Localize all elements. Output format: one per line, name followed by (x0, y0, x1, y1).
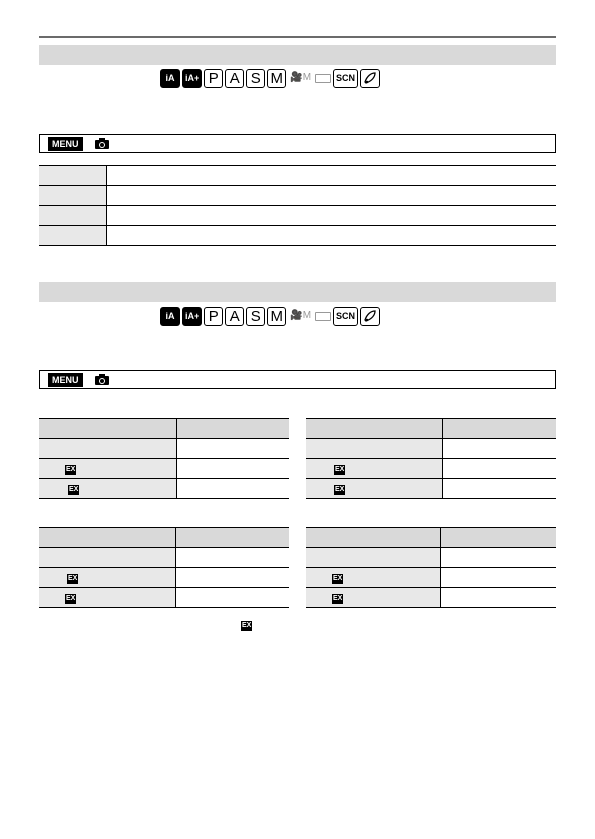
program-mode-icon: P (204, 69, 223, 88)
extended-zoom-icon: EX (68, 574, 78, 582)
table-row (306, 479, 556, 499)
menu-path-2 (39, 370, 556, 389)
table-row (39, 459, 289, 479)
aperture-priority-mode-icon: A (225, 307, 244, 326)
intelligent-auto-plus-mode-icon: iA+ (182, 69, 202, 88)
settings-table-1 (39, 165, 556, 246)
extended-zoom-icon: EX (335, 465, 345, 473)
table-row (39, 568, 289, 588)
picture-size-table-2 (306, 418, 556, 499)
intelligent-auto-mode-icon: iA (160, 307, 180, 326)
available-modes-1 (160, 68, 380, 88)
extended-zoom-icon: EX (69, 485, 79, 493)
table-header-row (39, 528, 289, 548)
menu-path-1 (39, 134, 556, 153)
scene-guide-mode-icon: SCN (333, 69, 358, 88)
menu-button-icon: MENU (48, 373, 83, 387)
manual-mode-icon: M (267, 307, 286, 326)
table-row (306, 439, 556, 459)
table-header-row (306, 528, 556, 548)
table-row (39, 439, 289, 459)
picture-size-table-1 (39, 418, 289, 499)
table-header-row (39, 419, 289, 439)
intelligent-auto-plus-mode-icon: iA+ (182, 307, 202, 326)
extended-zoom-note-icon: EX (242, 622, 252, 629)
extended-zoom-icon: EX (66, 594, 76, 602)
panorama-mode-icon (315, 74, 331, 83)
intelligent-auto-mode-icon: iA (160, 69, 180, 88)
menu-button-icon: MENU (48, 137, 83, 151)
program-mode-icon: P (204, 307, 223, 326)
creative-control-mode-icon (360, 307, 380, 326)
shutter-priority-mode-icon: S (246, 69, 265, 88)
extended-zoom-icon: EX (333, 594, 343, 602)
section-header-2 (39, 282, 556, 302)
extended-zoom-icon: EX (66, 465, 76, 473)
table-row (39, 226, 556, 246)
creative-video-mode-icon: 🎥M (290, 72, 312, 83)
rec-menu-camera-icon (95, 374, 109, 385)
section-header-1 (39, 45, 556, 65)
table-row (39, 186, 556, 206)
aperture-priority-mode-icon: A (225, 69, 244, 88)
table-row (39, 166, 556, 186)
picture-size-table-4 (306, 527, 556, 608)
table-row (306, 588, 556, 608)
table-row (39, 548, 289, 568)
top-rule (39, 36, 556, 38)
table-row (39, 588, 289, 608)
manual-mode-icon: M (267, 69, 286, 88)
table-row (39, 206, 556, 226)
panorama-mode-icon (315, 312, 331, 321)
extended-zoom-icon: EX (333, 574, 343, 582)
creative-control-mode-icon (360, 69, 380, 88)
extended-zoom-icon: EX (335, 485, 345, 493)
scene-guide-mode-icon: SCN (333, 307, 358, 326)
rec-menu-camera-icon (95, 138, 109, 149)
shutter-priority-mode-icon: S (246, 307, 265, 326)
table-row (306, 548, 556, 568)
creative-video-mode-icon: 🎥M (290, 310, 312, 321)
picture-size-table-3 (39, 527, 289, 608)
table-row (306, 568, 556, 588)
table-row (306, 459, 556, 479)
available-modes-2 (160, 306, 380, 326)
table-row (39, 479, 289, 499)
table-header-row (306, 419, 556, 439)
